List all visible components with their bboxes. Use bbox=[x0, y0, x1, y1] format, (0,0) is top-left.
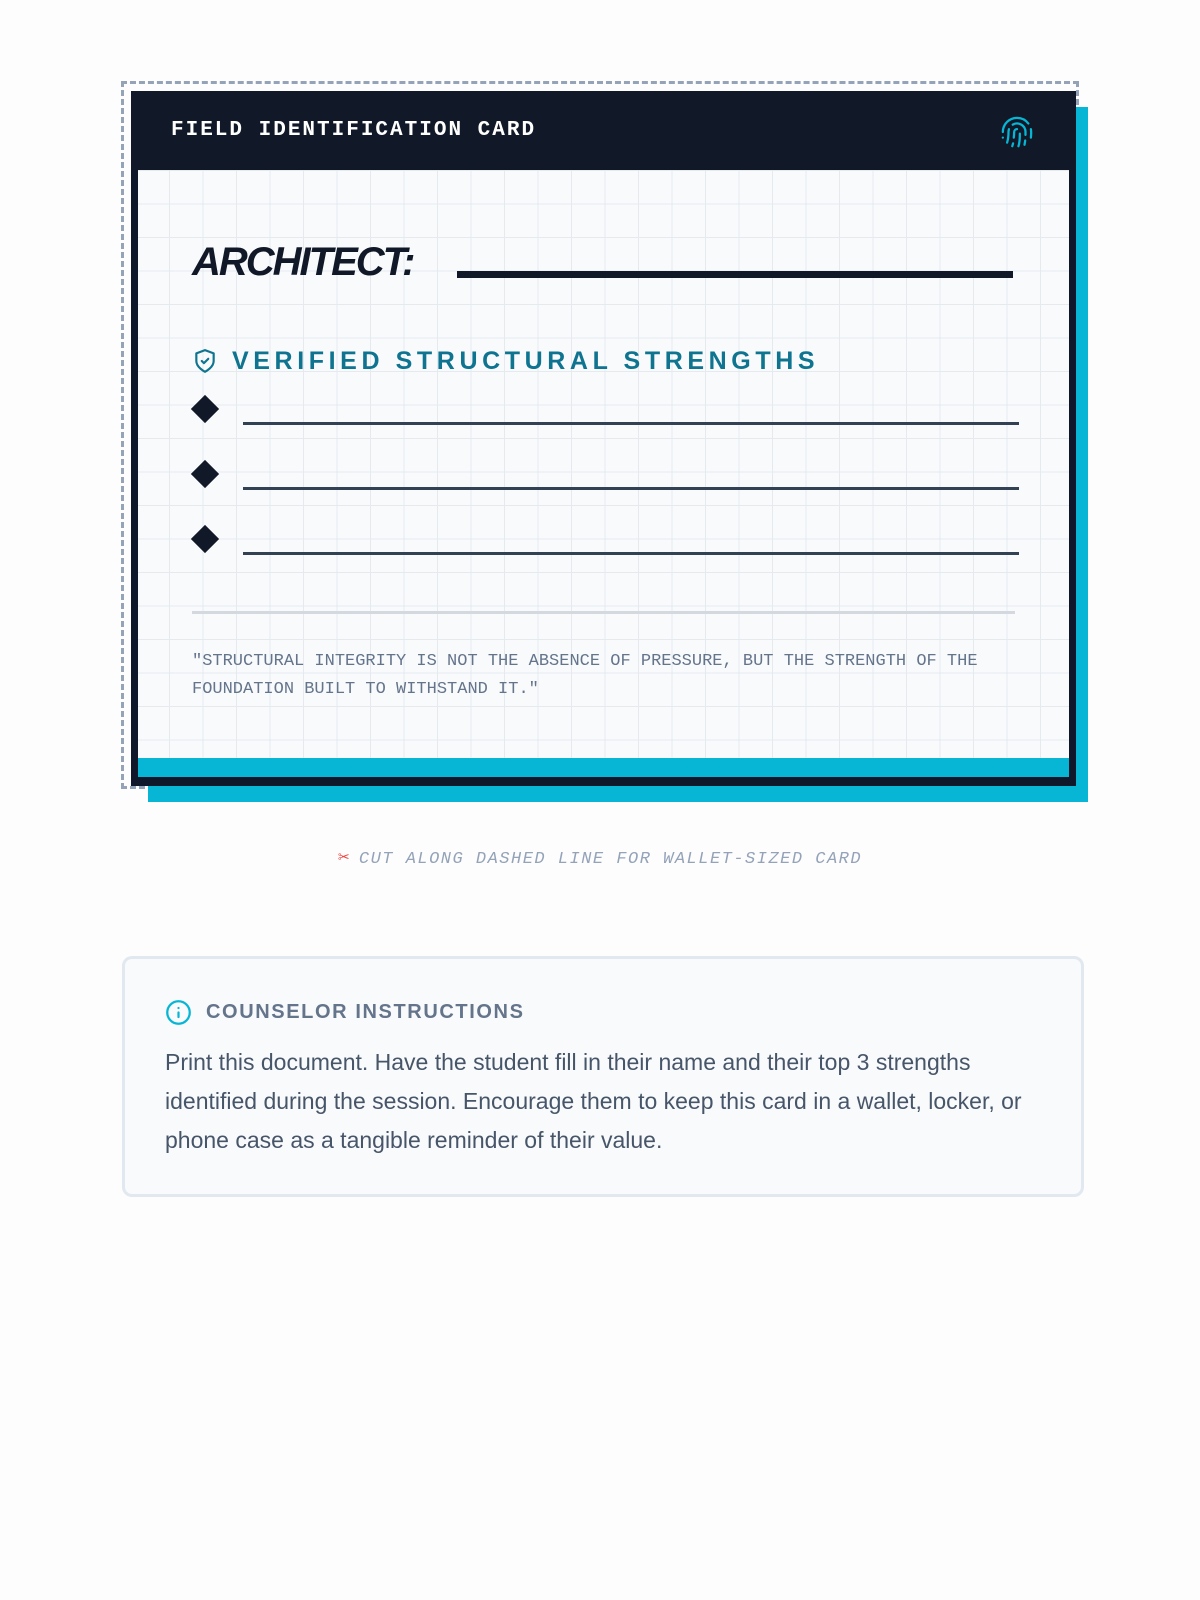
strength-slot-1 bbox=[192, 395, 1022, 429]
card-divider bbox=[192, 611, 1015, 614]
card-body bbox=[138, 170, 1069, 758]
counselor-instructions-box bbox=[122, 956, 1084, 1197]
card-quote: "STRUCTURAL INTEGRITY IS NOT THE ABSENCE OF PRESSURE, BUT THE STRENGTH OF THE FOUNDATION BUILT TO WITHSTAND IT." bbox=[192, 652, 978, 699]
strength-write-line bbox=[243, 552, 1019, 555]
architect-label: ARCHITECT: bbox=[192, 240, 414, 284]
shield-check-icon bbox=[192, 348, 218, 374]
architect-name-line bbox=[457, 271, 1013, 278]
card-footer-bar bbox=[138, 758, 1069, 777]
instructions-body: Print this document. Have the student fill in their name and their top 3 strengths identified during the session. Encourage them to keep this card in a wallet, locker, or phone case as a tangible reminder of their value. bbox=[165, 1049, 1022, 1153]
diamond-bullet-icon bbox=[191, 460, 219, 488]
fingerprint-icon bbox=[1000, 115, 1034, 149]
instructions-heading bbox=[165, 999, 525, 1026]
strength-write-line bbox=[243, 487, 1019, 490]
instructions-heading-text: COUNSELOR INSTRUCTIONS bbox=[206, 1001, 525, 1023]
card-header bbox=[131, 91, 1076, 170]
card-title: FIELD IDENTIFICATION CARD bbox=[171, 119, 537, 142]
info-icon bbox=[165, 999, 192, 1026]
strength-slot-3 bbox=[192, 525, 1022, 559]
scissors-icon: ✂ bbox=[337, 847, 351, 869]
strength-write-line bbox=[243, 422, 1019, 425]
strengths-heading bbox=[192, 346, 819, 376]
diamond-bullet-icon bbox=[191, 525, 219, 553]
field-identification-card bbox=[131, 91, 1076, 786]
cut-hint bbox=[0, 846, 1200, 869]
cut-hint-text: CUT ALONG DASHED LINE FOR WALLET-SIZED CARD bbox=[358, 850, 863, 869]
strengths-heading-text: VERIFIED STRUCTURAL STRENGTHS bbox=[232, 346, 820, 375]
strength-slot-2 bbox=[192, 460, 1022, 494]
diamond-bullet-icon bbox=[191, 395, 219, 423]
